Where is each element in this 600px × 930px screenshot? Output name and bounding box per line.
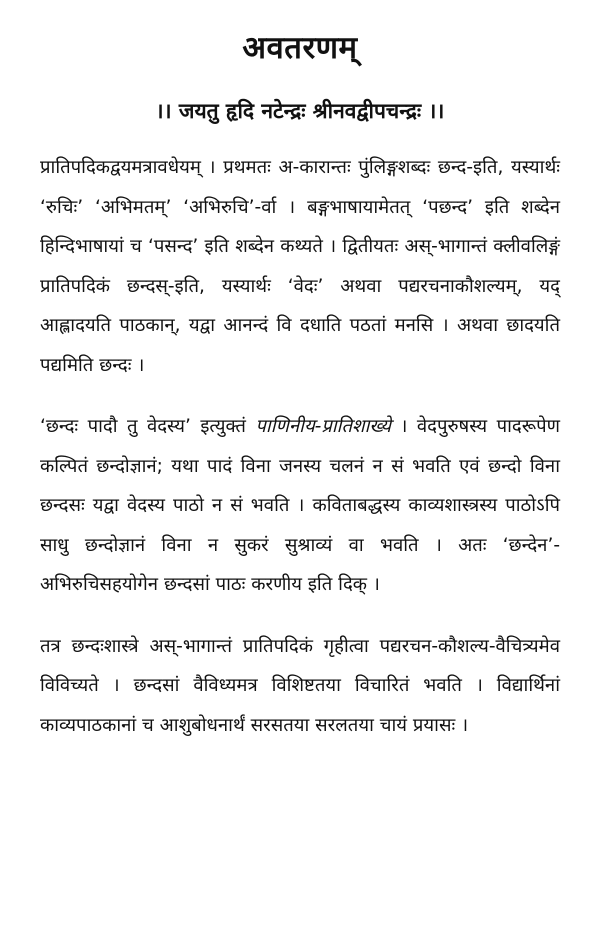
invocation-subtitle: ।। जयतु हृदि नटेन्द्रः श्रीनवद्वीपचन्द्रः ।।: [155, 99, 445, 123]
paragraph-2-rest: । वेदपुरुषस्य पादरूपेण कल्पितं छन्दोज्ञानं; यथा पादं विना जनस्य चलनं न सं भवति एवं छन्दो विना छन्दसः यद्वा वेदस्य पाठो न सं भवति । कविताबद्धस्य काव्यशास्त्रस्य पाठोऽपि साधु छन्दोज्ञानं विना न सुकरं सुश्राव्यं वा भवति । अतः ‘छन्देन’- अभिरुचिसहयोगेन छन्दसां पाठः करणीय इति दिक् ।: [40, 416, 560, 595]
paragraph-1: प्रातिपदिकद्वयमत्रावधेयम् । प्रथमतः अ-कारान्तः पुंलिङ्गशब्दः छन्द-इति, यस्यार्थः ‘रुचिः’ ‘अभिमतम्’ ‘अभिरुचि’-र्वा । बङ्गभाषायामेतत् ‘पछन्द’ इति शब्देन हिन्दिभाषायां च ‘पसन्द’ इति शब्देन कथ्यते । द्वितीयतः अस्-भागान्तं क्लीवलिङ्गं प्रातिपदिकं छन्दस्-इति, यस्यार्थः ‘वेदः’ अथवा पद्यरचनाकौशल्यम्, यद् आह्लादयति पाठकान्, यद्वा आनन्दं वि दधाति पठतां मनसि । अथवा छादयति पद्यमिति छन्दः ।: [40, 157, 560, 376]
paragraph-2-italic-source: पाणिनीय-प्रातिशाख्ये: [255, 416, 391, 437]
paragraph-3: तत्र छन्दःशास्त्रे अस्-भागान्तं प्रातिपदिकं गृहीत्वा पद्यरचन-कौशल्य-वैचित्र्यमेव विविच्यते । छन्दसां वैविध्यमत्र विशिष्टतया विचारितं भवति । विद्यार्थिनां काव्यपाठकानां च आशुबोधनार्थं सरसतया सरलतया चायं प्रयासः ।: [40, 635, 560, 736]
paragraph-2-start: ‘छन्दः पादौ तु वेदस्य’ इत्युक्तं: [40, 416, 256, 437]
paragraph-2: [40, 407, 560, 605]
page-title: अवतरणम्: [242, 30, 358, 66]
